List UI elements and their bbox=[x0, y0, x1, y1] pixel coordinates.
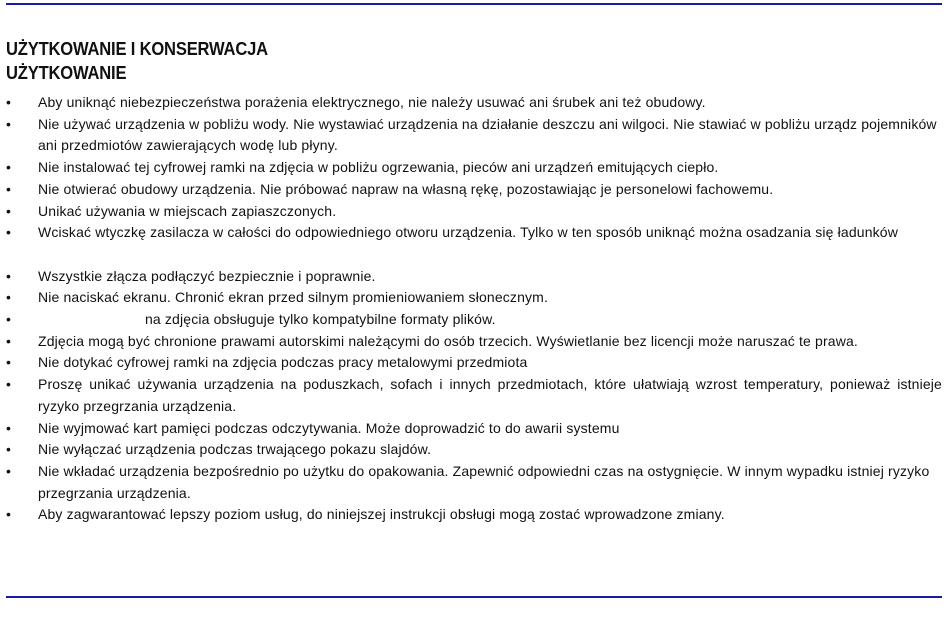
list-item-text: Wciskać wtyczkę zasilacza w całości do odpowiedniego otworu urządzenia. Tylko w ten sposób uniknąć można osadzania się ładunków bbox=[38, 224, 899, 241]
bullet-icon: • bbox=[6, 354, 12, 371]
list-item bbox=[6, 157, 942, 179]
headings-block bbox=[6, 37, 291, 85]
list-item bbox=[6, 287, 942, 309]
bullet-icon: • bbox=[6, 376, 12, 393]
bullet-icon: • bbox=[6, 332, 12, 349]
list-item bbox=[6, 92, 942, 114]
bullet-icon: • bbox=[6, 267, 12, 284]
list-item-text: Nie dotykać cyfrowej ramki na zdjęcia podczas pracy metalowymi przedmiota bbox=[38, 354, 528, 371]
list-item-text: Aby zagwarantować lepszy poziom usług, do niniejszej instrukcji obsługi mogą zostać wprowadzone zmiany. bbox=[38, 506, 725, 523]
list-item bbox=[6, 331, 942, 353]
list-item-text: Proszę unikać używania urządzenia na poduszkach, sofach i innych przedmiotach, które ułatwiają wzrost temperatury, ponieważ istnieje ryzyko przegrzania urządzenia. bbox=[38, 376, 942, 414]
list-item-text: Nie otwierać obudowy urządzenia. Nie próbować napraw na własną rękę, pozostawiając je personelowi fachowemu. bbox=[38, 180, 774, 197]
list-item-text: Aby uniknąć niebezpieczeństwa porażenia elektrycznego, nie należy usuwać ani śrubek ani też obudowy. bbox=[38, 94, 706, 110]
list-item-text: Nie używać urządzenia w pobliżu wody. Nie wystawiać urządzenia na działanie deszczu ani wilgoci. Nie stawiać w pobliżu urządz pojemników ani przedmiotów zawierających wodę lub płyny. bbox=[38, 115, 937, 154]
bullet-icon: • bbox=[6, 506, 12, 523]
list-item-text: Nie naciskać ekranu. Chronić ekran przed silnym promieniowaniem słonecznym. bbox=[38, 289, 549, 306]
top-rule bbox=[6, 3, 942, 5]
list-item-text: Nie wyjmować kart pamięci podczas odczytywania. Może doprowadzić to do awarii systemu bbox=[38, 419, 620, 436]
bullet-icon: • bbox=[6, 180, 12, 197]
bullet-icon: • bbox=[6, 159, 12, 176]
list-item bbox=[6, 201, 942, 223]
list-item bbox=[6, 418, 942, 440]
bullet-icon: • bbox=[6, 441, 12, 458]
bullet-icon: • bbox=[6, 289, 12, 306]
bullet-icon: • bbox=[6, 462, 12, 479]
list-item-text: Nie instalować tej cyfrowej ramki na zdjęcia w pobliżu ogrzewania, pieców ani urządzeń emitujących ciepło. bbox=[38, 159, 719, 176]
list-item-text: na zdjęcia obsługuje tylko kompatybilne formaty plików. bbox=[145, 311, 496, 328]
list-item bbox=[6, 222, 942, 244]
list-item bbox=[6, 266, 942, 288]
list-item bbox=[6, 461, 942, 504]
list-item-text: Nie wyłączać urządzenia podczas trwającego pokazu slajdów. bbox=[38, 441, 432, 458]
list-item-text: Zdjęcia mogą być chronione prawami autorskimi należącymi do osób trzecich. Wyświetlanie bez licencji może naruszać te prawa. bbox=[38, 332, 858, 349]
bullet-icon: • bbox=[6, 115, 12, 132]
bullet-icon: • bbox=[6, 311, 12, 328]
list-item bbox=[6, 114, 942, 157]
list-item-text: Nie wkładać urządzenia bezpośrednio po użytku do opakowania. Zapewnić odpowiedni czas na ostygnięcie. W innym wypadku istniej ryzyko przegrzania urządzenia. bbox=[38, 462, 930, 501]
bottom-rule bbox=[6, 596, 942, 598]
list-item bbox=[6, 352, 942, 374]
list-item-text: Wszystkie złącza podłączyć bezpiecznie i poprawnie. bbox=[38, 267, 376, 284]
list-item bbox=[6, 179, 942, 201]
list-item bbox=[6, 309, 942, 331]
list-item bbox=[6, 374, 942, 417]
bullet-icon: • bbox=[6, 419, 12, 436]
bullet-icon: • bbox=[6, 224, 12, 241]
usage-list bbox=[6, 92, 942, 526]
bullet-icon: • bbox=[6, 94, 12, 110]
list-item bbox=[6, 504, 942, 526]
bullet-icon: • bbox=[6, 202, 12, 219]
subsection-heading: UŻYTKOWANIE bbox=[6, 63, 127, 83]
list-item-text: Unikać używania w miejscach zapiaszczonych. bbox=[38, 202, 337, 219]
section-heading: UŻYTKOWANIE I KONSERWACJA bbox=[6, 39, 268, 59]
list-item bbox=[6, 439, 942, 461]
